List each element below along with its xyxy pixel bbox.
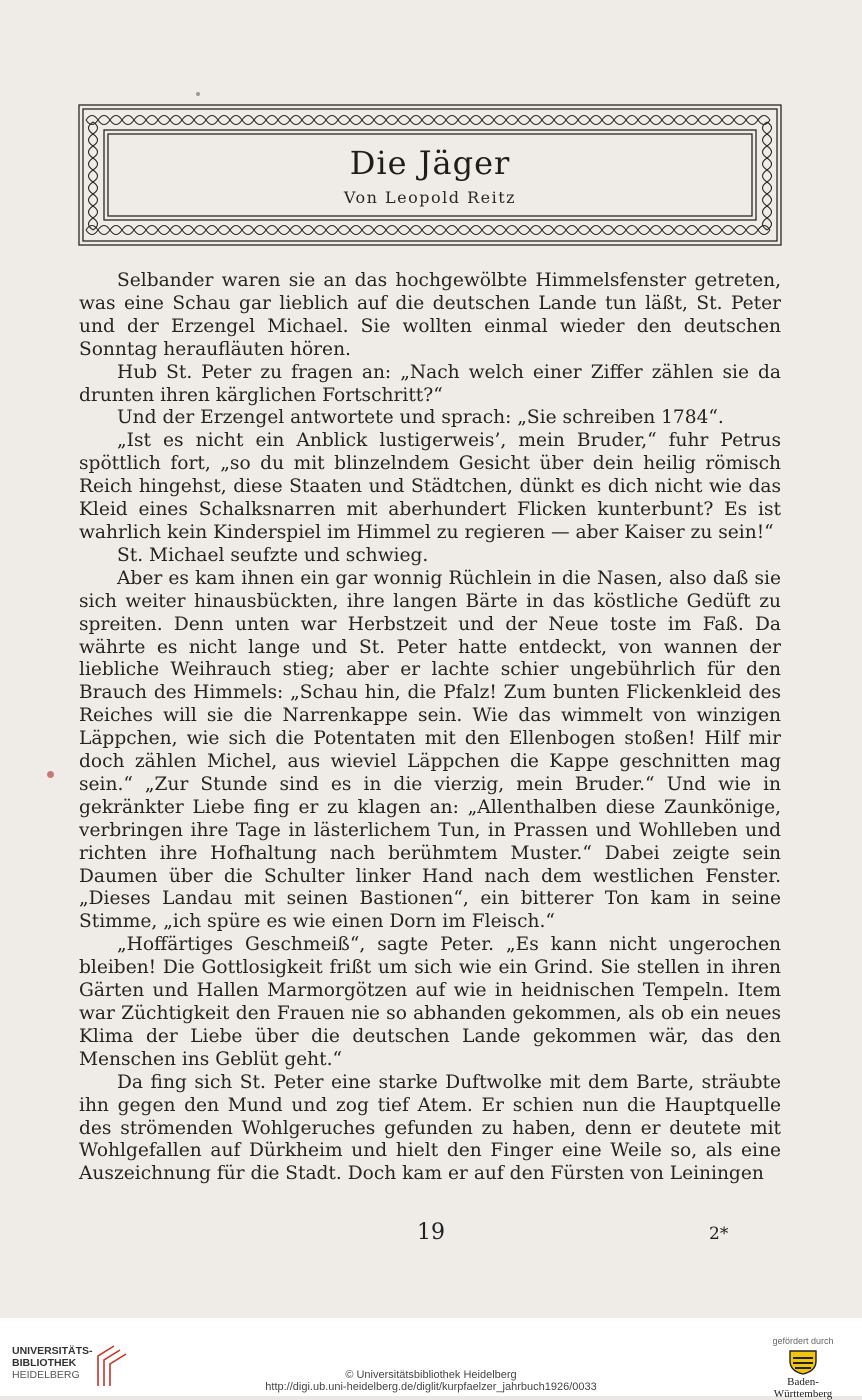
ink-speck	[47, 771, 54, 778]
copyright-text: © Universitätsbibliothek Heidelberg	[345, 1369, 517, 1381]
copyright-notice	[0, 1369, 862, 1393]
ornamental-title-frame	[78, 104, 782, 246]
paragraph: „Ist es nicht ein Anblick lustigerweis’, mein Bruder,“ fuhr Petrus spöttlich fort, „so du mit blinzelndem Gesicht über dein heilig römisch Reich hingehst, diese Staaten und Städtchen, dünkt es dich nicht wie das Kleid eines Schalksnarren mit aberhundert Flicken kunterbunt? Es ist wahrlich kein Kinderspiel im Himmel zu regieren — aber Kaiser zu sein!“	[79, 430, 781, 543]
permalink[interactable]: http://digi.ub.uni-heidelberg.de/diglit/kurpfaelzer_jahrbuch1926/0033	[265, 1381, 597, 1393]
page-number: 19	[417, 1220, 445, 1245]
funded-by-label: gefördert durch	[772, 1336, 834, 1346]
paragraph: Da fing sich St. Peter eine starke Duftwolke mit dem Barte, sträubte ihn gegen den Mund und zog tief Atem. Er schien nun die Hauptquelle des strömenden Wohlgeruches gefunden zu haben, denn er deutete mit Wohlgefallen auf Dürkheim und hielt den Finger eine Weile so, als eine Auszeichnung für die Stadt. Doch kam er auf den Fürsten von Leiningen	[79, 1071, 781, 1185]
article-byline: Von Leopold Reitz	[343, 188, 517, 207]
article-title: Die Jäger	[349, 144, 511, 182]
paragraph: „Hoffärtiges Geschmeiß“, sagte Peter. „Es kann nicht ungerochen bleiben! Die Gottlosigkeit frißt um sich wie ein Grind. Sie stellen in ihren Gärten und Hallen Marmorgötzen auf wie in heidnischen Tempeln. Item war Züchtigkeit den Frauen nie so abhanden gekommen, als ob ein neues Klima der Liebe über die deutschen Lande gekommen wär, das den Menschen ins Geblüt geht.“	[79, 934, 781, 1070]
paragraph: Aber es kam ihnen ein gar wonnig Rüchlein in die Nasen, also daß sie sich weiter hinausbückten, ihre langen Bärte in das köstliche Gedüft zu spreiten. Denn unten war Herbstzeit und der Neue toste im Faß. Da währte es nicht lange und St. Peter hatte entdeckt, von wannen der liebliche Weihrauch stieg; aber er lachte schier ungebührlich für den Brauch des Himmels: „Schau hin, die Pfalz! Zum bunten Flickenkleid des Reiches will sie die Narrenkappe sein. Wie das wimmelt von winzigen Läppchen, wie sich die Potentaten mit den Ellenbogen stoßen! Hilf mir doch zählen Michel, aus wieviel Läppchen die Kappe geschnitten mag sein.“ „Zur Stunde sind es in die vierzig, mein Bruder.“ Und wie in gekränkter Liebe fing er zu klagen an: „Allenthalben diese Zaunkönige, verbringen ihre Tage in lästerlichem Tun, in Prassen und Wohlleben und richten ihre Hofhaltung nach berühmtem Muster.“ Dabei zeigte sein Daumen über die Schulter linker Hand nach dem westlichen Fenster. „Dieses Landau mit seinen Bastionen“, ein bitterer Ton kam in seine Stimme, „ich spüre es wie einen Dorn im Fleisch.“	[79, 567, 781, 933]
coat-of-arms-icon	[786, 1348, 820, 1376]
library-name: UNIVERSITÄTS- BIBLIOTHEK HEIDELBERG	[12, 1345, 93, 1381]
signature-mark: 2*	[709, 1224, 729, 1244]
paragraph: St. Michael seufzte und schwieg.	[117, 544, 429, 566]
paragraph: Und der Erzengel antwortete und sprach: „Sie schreiben 1784“.	[117, 407, 724, 429]
funder-block	[758, 1336, 848, 1400]
paragraph: Hub St. Peter zu fragen an: „Nach welch einer Ziffer zählen sie da drunten ihren kärglichen Fortschritt?“	[79, 361, 781, 406]
funder-name: Baden-Württemberg	[773, 1376, 833, 1400]
paragraph: Selbander waren sie an das hochgewölbte Himmelsfenster getreten, was eine Schau gar lieblich auf die deutschen Lande tun läßt, St. Peter und der Erzengel Michael. Sie wollten einmal wieder den deutschen Sonntag heraufläuten hören.	[79, 270, 781, 360]
ink-speck	[196, 92, 200, 96]
article-body	[79, 270, 781, 1186]
